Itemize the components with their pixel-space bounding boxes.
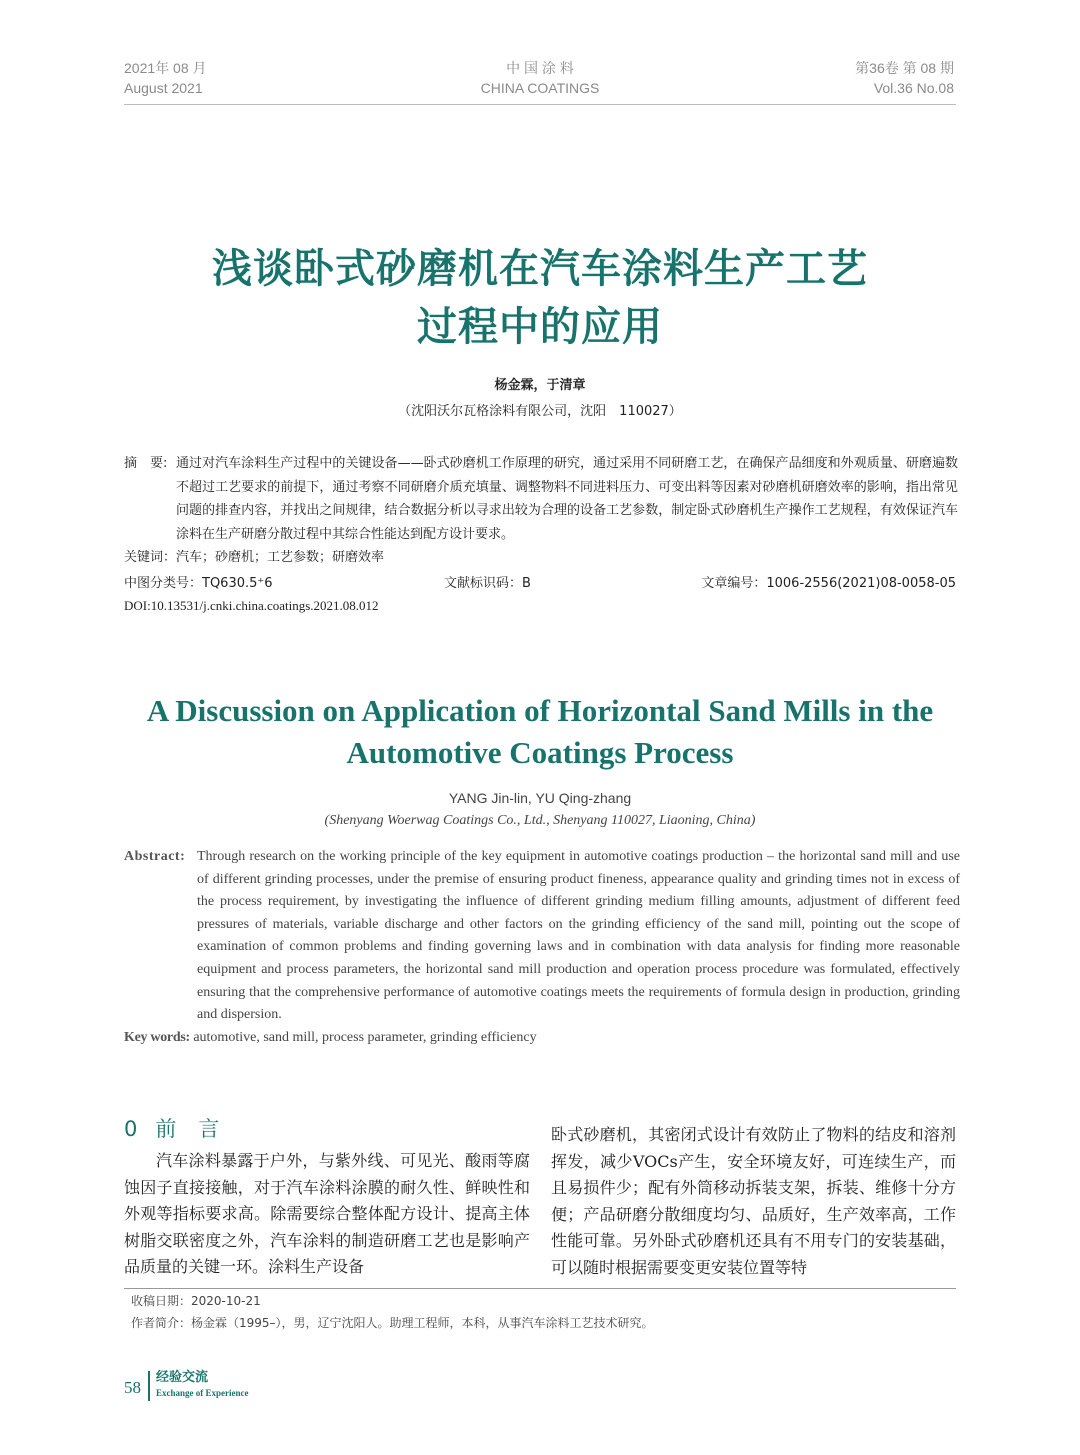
- title-cn-line2: 过程中的应用: [417, 304, 663, 350]
- section-number: 0: [124, 1117, 138, 1141]
- document-code: 文献标识码：B: [444, 576, 531, 591]
- abstract-cn-text: 通过对汽车涂料生产过程中的关键设备——卧式砂磨机工作原理的研究，通过采用不同研磨工艺，在确保产品细度和外观质量、研磨遍数不超过工艺要求的前提下，通过考察不同研磨介质充填量、调整物料不同进料压力、可变出料等因素对砂磨机研磨效率的影响，指出常见问题的排查内容，并找出之间规律，结合数据分析以寻求出较为合理的设备工艺参数，制定卧式砂磨机生产操作工艺规程，有效保证汽车涂料在生产研磨分散过程中其综合性能达到配方设计要求。: [176, 456, 958, 542]
- abstract-en-label: Abstract:: [124, 849, 186, 864]
- page-number: 58: [124, 1378, 141, 1397]
- title-en: [0, 690, 1080, 774]
- header-journal-cn: 中 国 涂 料: [506, 60, 574, 76]
- keywords-en-text: automotive, sand mill, process parameter, grinding efficiency: [193, 1030, 537, 1045]
- article-number: 文章编号：1006-2556(2021)08-0058-05: [701, 576, 956, 591]
- title-en-line2: Automotive Coatings Process: [346, 735, 734, 770]
- header-date-en: August 2021: [124, 80, 203, 96]
- abstract-en-text: Through research on the working principle of the key equipment in automotive coatings production – the horizontal sand mill and use of different grinding processes, under the premise of ensuring product fineness, appearance quality and grinding times not in excess of the process requirement, by investigating the influence of different grinding medium filling amounts, adjustment of different feed pressures of materials, variable discharge and other factors on the grinding efficiency of the sand mill, pointing out the scope of examination of common problems and finding governing laws and in combination with data analysis for finding more reasonable equipment and process parameters, the horizontal sand mill production and operation process procedure was formulated, effectively ensuring that the comprehensive performance of automotive coatings meets the requirements of formula design in production, grinding and dispersion.: [197, 849, 960, 1023]
- footnote-received: 收稿日期：2020-10-21: [131, 1294, 261, 1308]
- footer-bar: [148, 1371, 150, 1401]
- body-column-left: 汽车涂料暴露于户外，与紫外线、可见光、酸雨等腐蚀因子直接接触，对于汽车涂料涂膜的耐久性、鲜映性和外观等指标要求高。除需要综合整体配方设计、提高主体树脂交联密度之外，汽车涂料的制造研磨工艺也是影响产品质量的关键一环。涂料生产设备: [124, 1151, 530, 1276]
- title-en-line1: A Discussion on Application of Horizontal Sand Mills in the: [146, 693, 934, 728]
- header-journal-en: CHINA COATINGS: [480, 80, 600, 96]
- title-cn: [0, 240, 1080, 356]
- footnote-divider: [124, 1288, 956, 1289]
- header-volume: [855, 58, 954, 98]
- header-divider: [124, 104, 956, 105]
- header-volume-en: Vol.36 No.08: [873, 80, 954, 96]
- header-volume-cn: 第36卷 第 08 期: [855, 60, 954, 76]
- header-date-cn: 2021年 08 月: [124, 60, 207, 76]
- classification-row: [124, 572, 956, 592]
- keywords-en-label: Key words:: [124, 1030, 190, 1045]
- abstract-en: [124, 846, 960, 1027]
- authors-en: YANG Jin-lin, YU Qing-zhang: [448, 790, 632, 806]
- affiliation-cn: （沈阳沃尔瓦格涂料有限公司，沈阳 110027）: [398, 404, 682, 419]
- footer-section-en: Exchange of Experience: [156, 1388, 249, 1398]
- body-column-right: 卧式砂磨机，其密闭式设计有效防止了物料的结皮和溶剂挥发，减少VOCs产生，安全环境友好，可连续生产，而且易损件少；配有外筒移动拆装支架，拆装、维修十分方便；产品研磨分散细度均匀、品质好，生产效率高，工作性能可靠。另外卧式砂磨机还具有不用专门的安装基础，可以随时根据需要变更安装位置等特: [551, 1125, 956, 1277]
- abstract-cn: [124, 452, 958, 546]
- abstract-cn-label: 摘 要:: [124, 456, 168, 471]
- footer-section-cn: 经验交流: [156, 1370, 209, 1385]
- keywords-en: [124, 1030, 537, 1046]
- section-heading: [124, 1114, 241, 1144]
- clc-number: 中图分类号：TQ630.5⁺6: [124, 576, 273, 591]
- section-title: 前言: [155, 1117, 242, 1141]
- keywords-cn: 关键词：汽车；砂磨机；工艺参数；研磨效率: [124, 550, 385, 565]
- title-cn-line1: 浅谈卧式砂磨机在汽车涂料生产工艺: [212, 246, 868, 292]
- authors-cn: 杨金霖，于清章: [494, 378, 586, 393]
- doi: DOI:10.13531/j.cnki.china.coatings.2021.08.012: [124, 598, 379, 613]
- affiliation-en: (Shenyang Woerwag Coatings Co., Ltd., Shenyang 110027, Liaoning, China): [324, 813, 756, 828]
- footnote-author-bio: 作者简介：杨金霖（1995–），男，辽宁沈阳人。助理工程师，本科，从事汽车涂料工艺技术研究。: [131, 1316, 654, 1330]
